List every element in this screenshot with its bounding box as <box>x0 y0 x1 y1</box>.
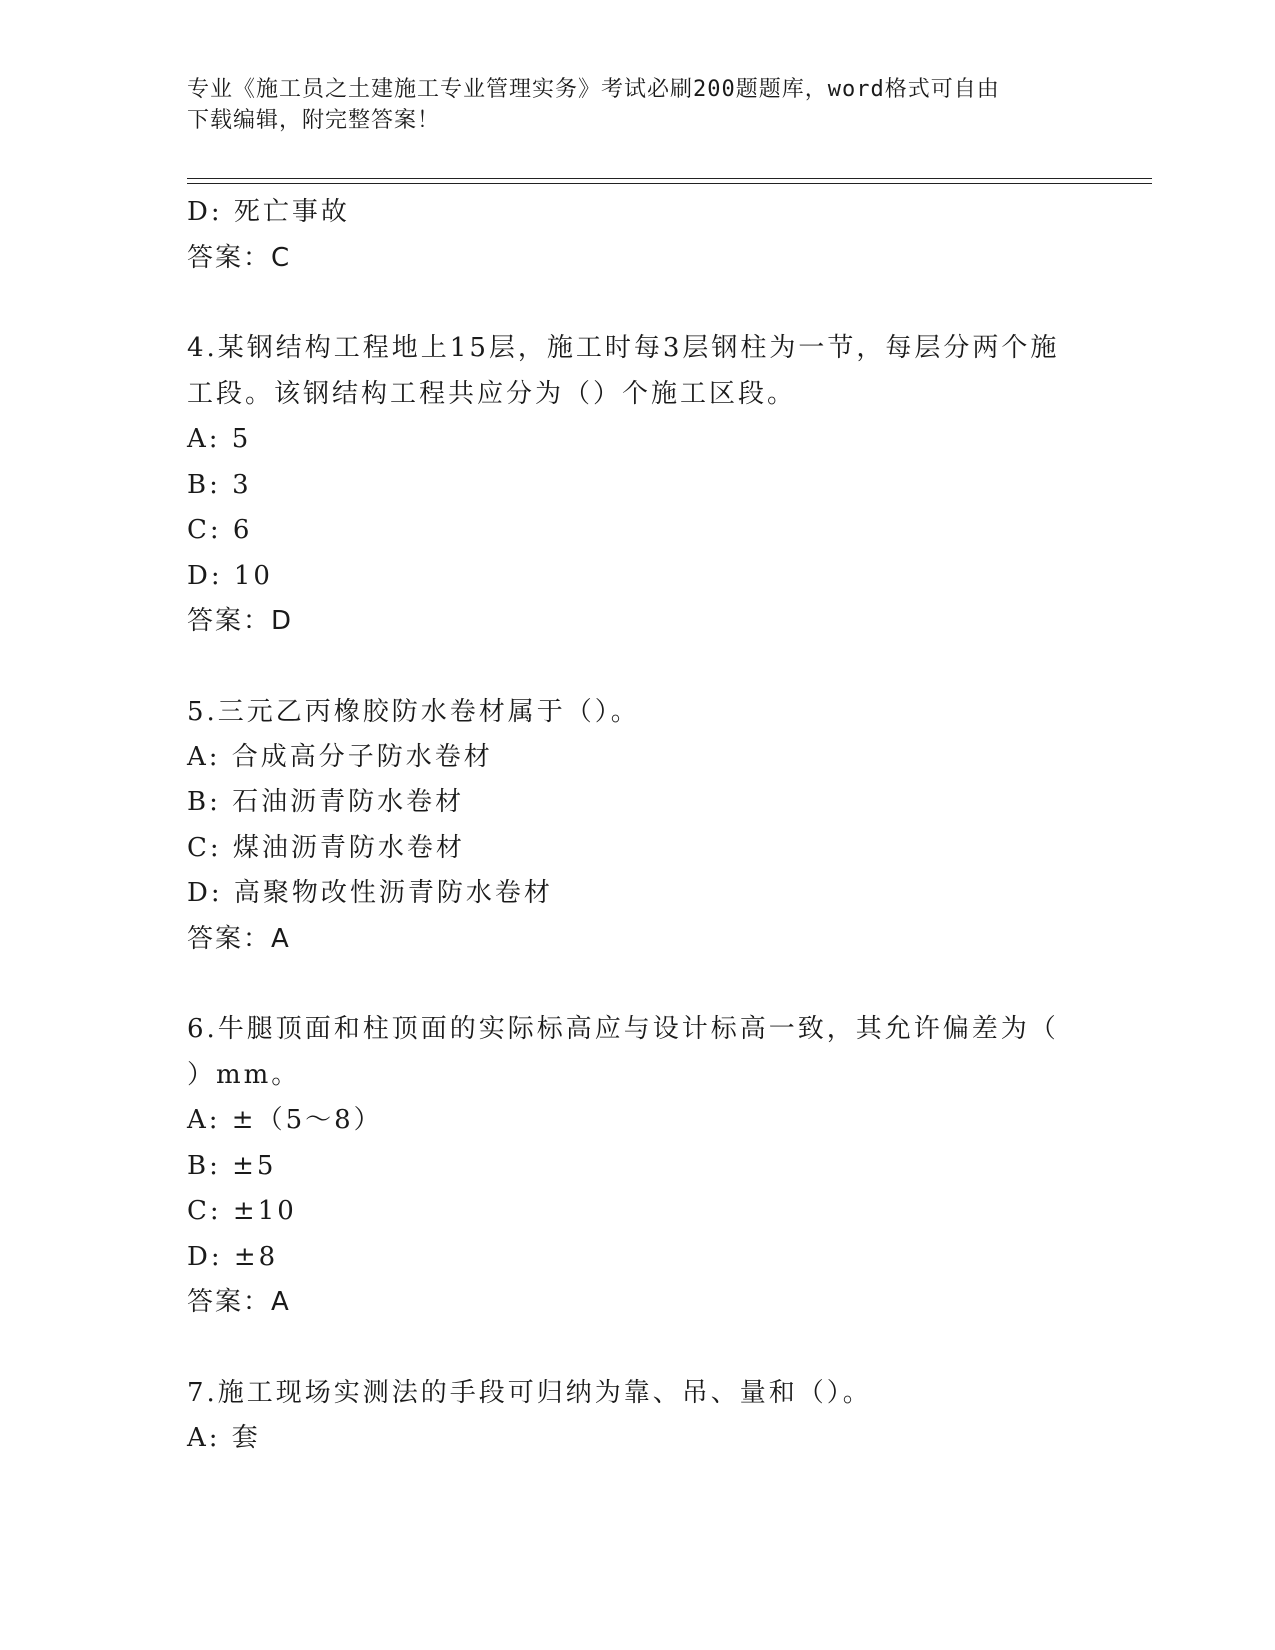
q6-answer: 答案：A <box>187 1287 291 1317</box>
q7-option-a: A: 套 <box>187 1422 261 1453</box>
document-body <box>187 190 1087 1461</box>
q4-option-b: B: 3 <box>187 469 252 500</box>
header-line-1: 专业《施工员之土建施工专业管理实务》考试必刷200题题库，word格式可自由 <box>187 77 1000 102</box>
prev-option-d: D: 死亡事故 <box>187 197 350 227</box>
block-spacer <box>187 645 1087 689</box>
header-line-2: 下载编辑，附完整答案！ <box>187 108 441 133</box>
header-divider-bottom <box>187 183 1152 184</box>
q4-answer: 答案：D <box>187 606 294 636</box>
q4-text-line-2: 工段。该钢结构工程共应分为（）个施工区段。 <box>187 379 797 409</box>
q6-option-b: B: ±5 <box>187 1150 277 1181</box>
q6-text-line-1: 6.牛腿顶面和柱顶面的实际标高应与设计标高一致，其允许偏差为（ <box>187 1014 1059 1044</box>
q7-text-line-1: 7.施工现场实测法的手段可归纳为靠、吊、量和（）。 <box>187 1377 872 1408</box>
q4-option-c: C: 6 <box>187 515 253 545</box>
q5-option-c: C: 煤油沥青防水卷材 <box>187 832 465 863</box>
q6-option-a: A: ±（5～8） <box>187 1105 383 1135</box>
q5-option-a: A: 合成高分子防水卷材 <box>187 741 493 772</box>
q4-text-line-1: 4.某钢结构工程地上15层，施工时每3层钢柱为一节，每层分两个施 <box>187 333 1060 363</box>
block-spacer <box>187 1326 1087 1370</box>
q4-option-a: A: 5 <box>187 424 252 454</box>
q5-text-line-1: 5.三元乙丙橡胶防水卷材属于（）。 <box>187 696 640 727</box>
header-divider-top <box>187 178 1152 179</box>
q5-answer: 答案：A <box>187 923 291 954</box>
prev-answer: 答案：C <box>187 242 292 273</box>
q5-option-d: D: 高聚物改性沥青防水卷材 <box>187 878 553 908</box>
block-spacer <box>187 281 1087 325</box>
q6-option-c: C: ±10 <box>187 1196 297 1226</box>
document-header <box>187 74 1087 136</box>
q4-option-d: D: 10 <box>187 560 273 591</box>
q5-option-b: B: 石油沥青防水卷材 <box>187 787 465 817</box>
block-spacer <box>187 962 1087 1006</box>
q6-option-d: D: ±8 <box>187 1241 279 1272</box>
q6-text-line-2: ）mm。 <box>187 1060 301 1090</box>
